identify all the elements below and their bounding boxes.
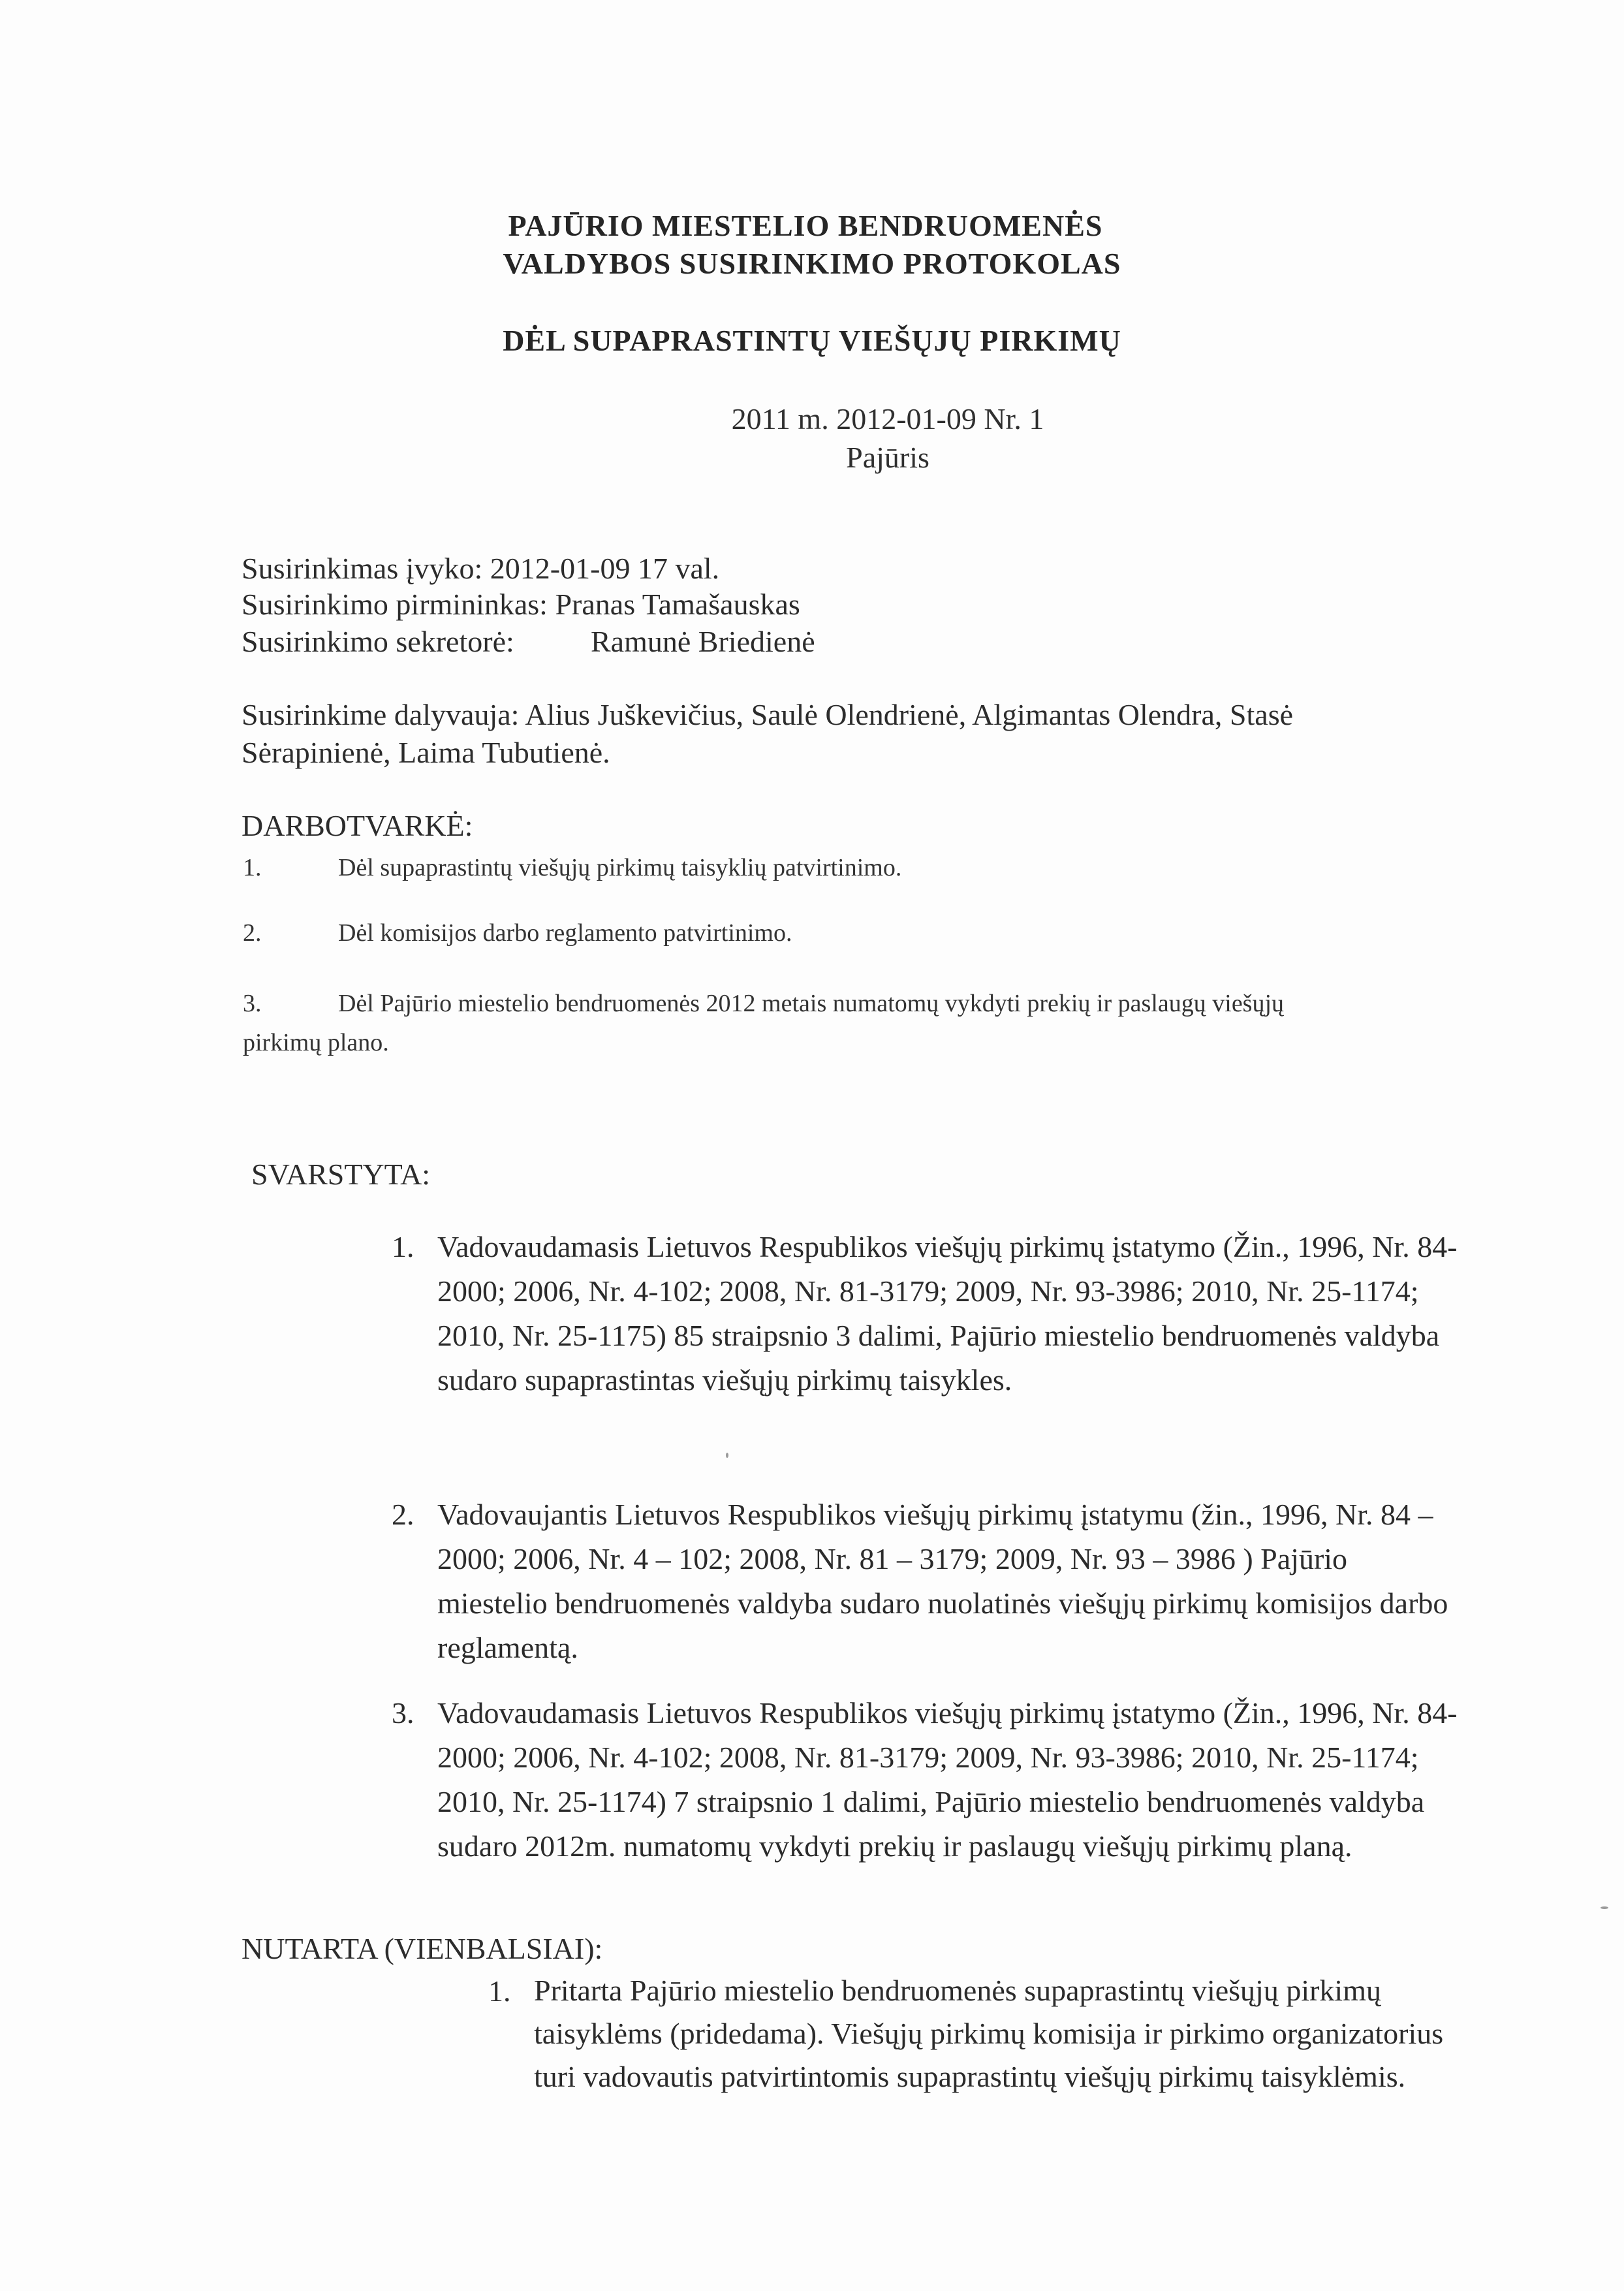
considered-item [437,1691,1458,1869]
document-date-number: 2011 m. 2012-01-09 Nr. 1 [731,402,1044,435]
considered-item-number: 3. [392,1696,414,1730]
scan-speck [1601,1906,1608,1909]
considered-item-line: Vadovaujantis Lietuvos Respublikos viešųjų pirkimų įstatymu (žin., 1996, Nr. 84 – [437,1498,1433,1531]
considered-item-line: 2010, Nr. 25-1175) 85 straipsnio 3 dalimi, Pajūrio miestelio bendruomenės valdyba [437,1319,1440,1352]
agenda-heading: DARBOTVARKĖ: [242,809,473,842]
decided-item [534,1969,1443,2098]
considered-item-line: Vadovaudamasis Lietuvos Respublikos viešųjų pirkimų įstatymo (Žin., 1996, Nr. 84- [437,1696,1458,1730]
considered-item-line: 2000; 2006, Nr. 4-102; 2008, Nr. 81-3179; 2009, Nr. 93-3986; 2010, Nr. 25-1174; [437,1741,1419,1774]
scan-speck [726,1453,728,1458]
considered-item-line: 2000; 2006, Nr. 4 – 102; 2008, Nr. 81 – 3179; 2009, Nr. 93 – 3986 ) Pajūrio [437,1542,1348,1575]
decided-item-line: taisyklėms (pridedama). Viešųjų pirkimų komisija ir pirkimo organizatorius [534,2017,1444,2050]
title-line-1: PAJŪRIO MIESTELIO BENDRUOMENĖS [508,209,1103,242]
document-subject: DĖL SUPAPRASTINTŲ VIEŠŲJŲ PIRKIMŲ [503,324,1121,357]
considered-item-number: 1. [392,1230,414,1263]
considered-item-line: 2000; 2006, Nr. 4-102; 2008, Nr. 81-3179; 2009, Nr. 93-3986; 2010, Nr. 25-1174; [437,1274,1419,1308]
considered-item-line: miestelio bendruomenės valdyba sudaro nuolatinės viešųjų pirkimų komisijos darbo [437,1587,1448,1620]
title-line-2: VALDYBOS SUSIRINKIMO PROTOKOLAS [503,247,1121,280]
decided-heading: NUTARTA (VIENBALSIAI): [242,1932,603,1965]
meeting-participants-line-1: Susirinkime dalyvauja: Alius Juškevičius, Saulė Olendrienė, Algimantas Olendra, Stasė [242,698,1294,731]
decided-item-number: 1. [488,1974,511,2008]
document-place: Pajūris [846,441,929,474]
agenda-item-number: 1. [243,854,262,881]
decided-item-line: turi vadovautis patvirtintomis supaprastintų viešųjų pirkimų taisyklėmis. [534,2060,1406,2093]
considered-item-line: 2010, Nr. 25-1174) 7 straipsnio 1 dalimi, Pajūrio miestelio bendruomenės valdyba [437,1785,1425,1818]
agenda-item-number: 2. [243,919,262,947]
considered-item-line: sudaro 2012m. numatomų vykdyti prekių ir paslaugų viešųjų pirkimų planą. [437,1829,1352,1863]
considered-heading: SVARSTYTA: [251,1158,431,1191]
decided-item-line: Pritarta Pajūrio miestelio bendruomenės supaprastintų viešųjų pirkimų [534,1974,1381,2007]
meeting-participants-line-2: Sėrapinienė, Laima Tubutienė. [242,736,610,769]
meeting-secretary-label: Susirinkimo sekretorė: [242,625,514,658]
meeting-secretary-name: Ramunė Briedienė [591,625,815,658]
agenda-item-text: Dėl supaprastintų viešųjų pirkimų taisyklių patvirtinimo. [338,854,902,881]
agenda-item-text-continued: pirkimų plano. [243,1029,389,1056]
agenda-item-number: 3. [243,990,262,1017]
meeting-held: Susirinkimas įvyko: 2012-01-09 17 val. [242,552,720,585]
agenda-item-text: Dėl komisijos darbo reglamento patvirtinimo. [338,919,792,947]
considered-item-line: Vadovaudamasis Lietuvos Respublikos viešųjų pirkimų įstatymo (Žin., 1996, Nr. 84- [437,1230,1458,1263]
considered-item [437,1493,1448,1670]
considered-item-line: reglamentą. [437,1631,578,1664]
considered-item [437,1225,1458,1402]
agenda-item-text: Dėl Pajūrio miestelio bendruomenės 2012 metais numatomų vykdyti prekių ir paslaugų viešųjų [338,990,1285,1017]
considered-item-line: sudaro supaprastintas viešųjų pirkimų taisykles. [437,1363,1012,1397]
meeting-chair: Susirinkimo pirmininkas: Pranas Tamašauskas [242,588,800,621]
considered-item-number: 2. [392,1498,414,1531]
